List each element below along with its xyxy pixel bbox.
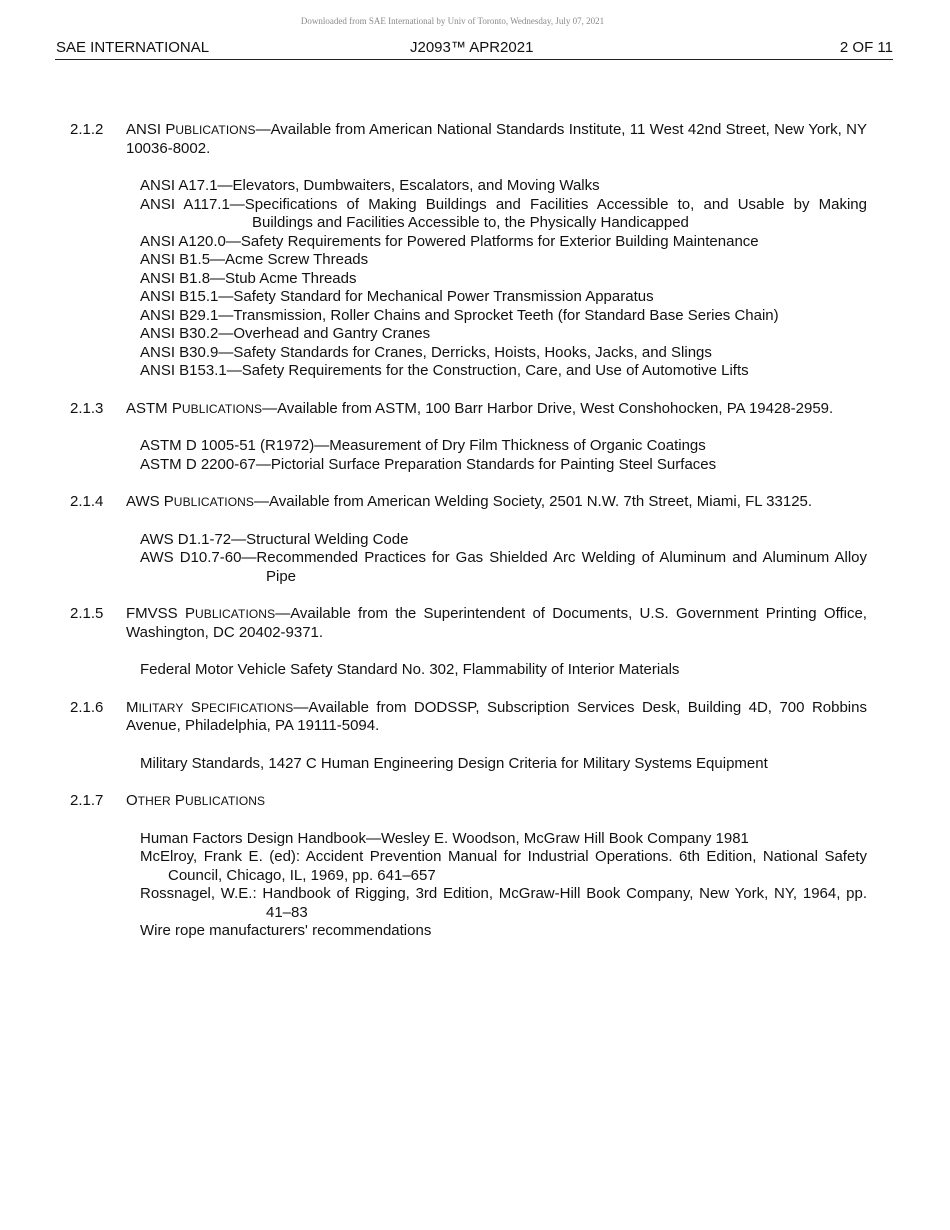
list-item: ANSI B30.9—Safety Standards for Cranes, Derricks, Hoists, Hooks, Jacks, and Slings — [140, 343, 712, 361]
list-item: ANSI A17.1—Elevators, Dumbwaiters, Escalators, and Moving Walks — [140, 177, 600, 194]
section-2-1-6 — [70, 699, 867, 774]
section-2-1-5 — [70, 605, 867, 680]
header-organization: SAE INTERNATIONAL — [56, 39, 210, 56]
section-number: 2.1.3 — [70, 399, 104, 417]
section-title: ANSI PUBLICATIONS—Available from American National Standards Institute, 11 West 42nd Street, New York, NY 10036-8002. — [126, 121, 867, 157]
list-item: ANSI B1.8—Stub Acme Threads — [140, 269, 357, 287]
section-title: OTHER PUBLICATIONS — [126, 792, 266, 809]
list-item: Wire rope manufacturers' recommendations — [140, 922, 432, 939]
section-title: ASTM PUBLICATIONS—Available from ASTM, 100 Barr Harbor Drive, West Conshohocken, PA 19428-2959. — [126, 399, 834, 417]
reference-list — [126, 661, 867, 680]
list-item: ANSI B1.5—Acme Screw Threads — [140, 251, 369, 268]
page-header — [55, 39, 893, 60]
reference-list — [126, 830, 867, 941]
list-item: McElroy, Frank E. (ed): Accident Prevention Manual for Industrial Operations. 6th Edition, National Safety Council, Chicago, IL, 1969, pp. 641–657 — [140, 848, 867, 884]
header-document-number: J2093™ APR2021 — [410, 39, 534, 56]
section-title: MILITARY SPECIFICATIONS—Available from DODSSP, Subscription Services Desk, Building 4D, 700 Robbins Avenue, Philadelphia, PA 19111-5094. — [126, 698, 867, 734]
list-item: ANSI B30.2—Overhead and Gantry Cranes — [140, 325, 431, 342]
section-number: 2.1.2 — [70, 121, 104, 138]
list-item: ANSI B153.1—Safety Requirements for the Construction, Care, and Use of Automotive Lifts — [140, 362, 749, 379]
list-item: Human Factors Design Handbook—Wesley E. Woodson, McGraw Hill Book Company 1981 — [140, 829, 749, 847]
section-title: FMVSS PUBLICATIONS—Available from the Superintendent of Documents, U.S. Government Printing Office, Washington, DC 20402-9371. — [126, 605, 867, 641]
list-item: ANSI A120.0—Safety Requirements for Powered Platforms for Exterior Building Maintenance — [140, 232, 759, 250]
list-item: AWS D1.1-72—Structural Welding Code — [140, 530, 409, 548]
download-watermark: Downloaded from SAE International by Univ of Toronto, Wednesday, July 07, 2021 — [300, 16, 605, 26]
list-item: Federal Motor Vehicle Safety Standard No. 302, Flammability of Interior Materials — [140, 661, 680, 678]
list-item: ANSI B29.1—Transmission, Roller Chains and Sprocket Teeth (for Standard Base Series Chain) — [140, 306, 779, 324]
section-number: 2.1.4 — [70, 493, 104, 510]
section-2-1-4 — [70, 493, 867, 586]
list-item: AWS D10.7-60—Recommended Practices for Gas Shielded Arc Welding of Aluminum and Aluminum Alloy Pipe — [140, 549, 867, 585]
list-item: ANSI B15.1—Safety Standard for Mechanical Power Transmission Apparatus — [140, 288, 654, 305]
section-2-1-7 — [70, 792, 867, 941]
list-item: ANSI A117.1—Specifications of Making Buildings and Facilities Accessible to, and Usable by Making Buildings and Facilities Accessible to, the Physically Handicapped — [140, 195, 867, 231]
document-body — [70, 121, 867, 960]
reference-list — [126, 531, 867, 587]
reference-list — [126, 755, 867, 774]
section-number: 2.1.5 — [70, 605, 104, 622]
header-page-number: 2 OF 11 — [839, 39, 893, 56]
section-title: AWS PUBLICATIONS—Available from American Welding Society, 2501 N.W. 7th Street, Miami, FL 33125. — [126, 493, 813, 510]
list-item: ASTM D 2200-67—Pictorial Surface Preparation Standards for Painting Steel Surfaces — [140, 455, 717, 473]
section-2-1-3 — [70, 400, 867, 475]
list-item: Military Standards, 1427 C Human Engineering Design Criteria for Military Systems Equipment — [140, 754, 768, 772]
section-number: 2.1.7 — [70, 792, 104, 809]
list-item: Rossnagel, W.E.: Handbook of Rigging, 3rd Edition, McGraw-Hill Book Company, New York, NY, 1964, pp. 41–83 — [140, 885, 867, 921]
reference-list — [126, 437, 867, 474]
section-number: 2.1.6 — [70, 698, 104, 716]
section-2-1-2 — [70, 121, 867, 381]
list-item: ASTM D 1005-51 (R1972)—Measurement of Dry Film Thickness of Organic Coatings — [140, 437, 706, 454]
reference-list — [126, 177, 867, 381]
